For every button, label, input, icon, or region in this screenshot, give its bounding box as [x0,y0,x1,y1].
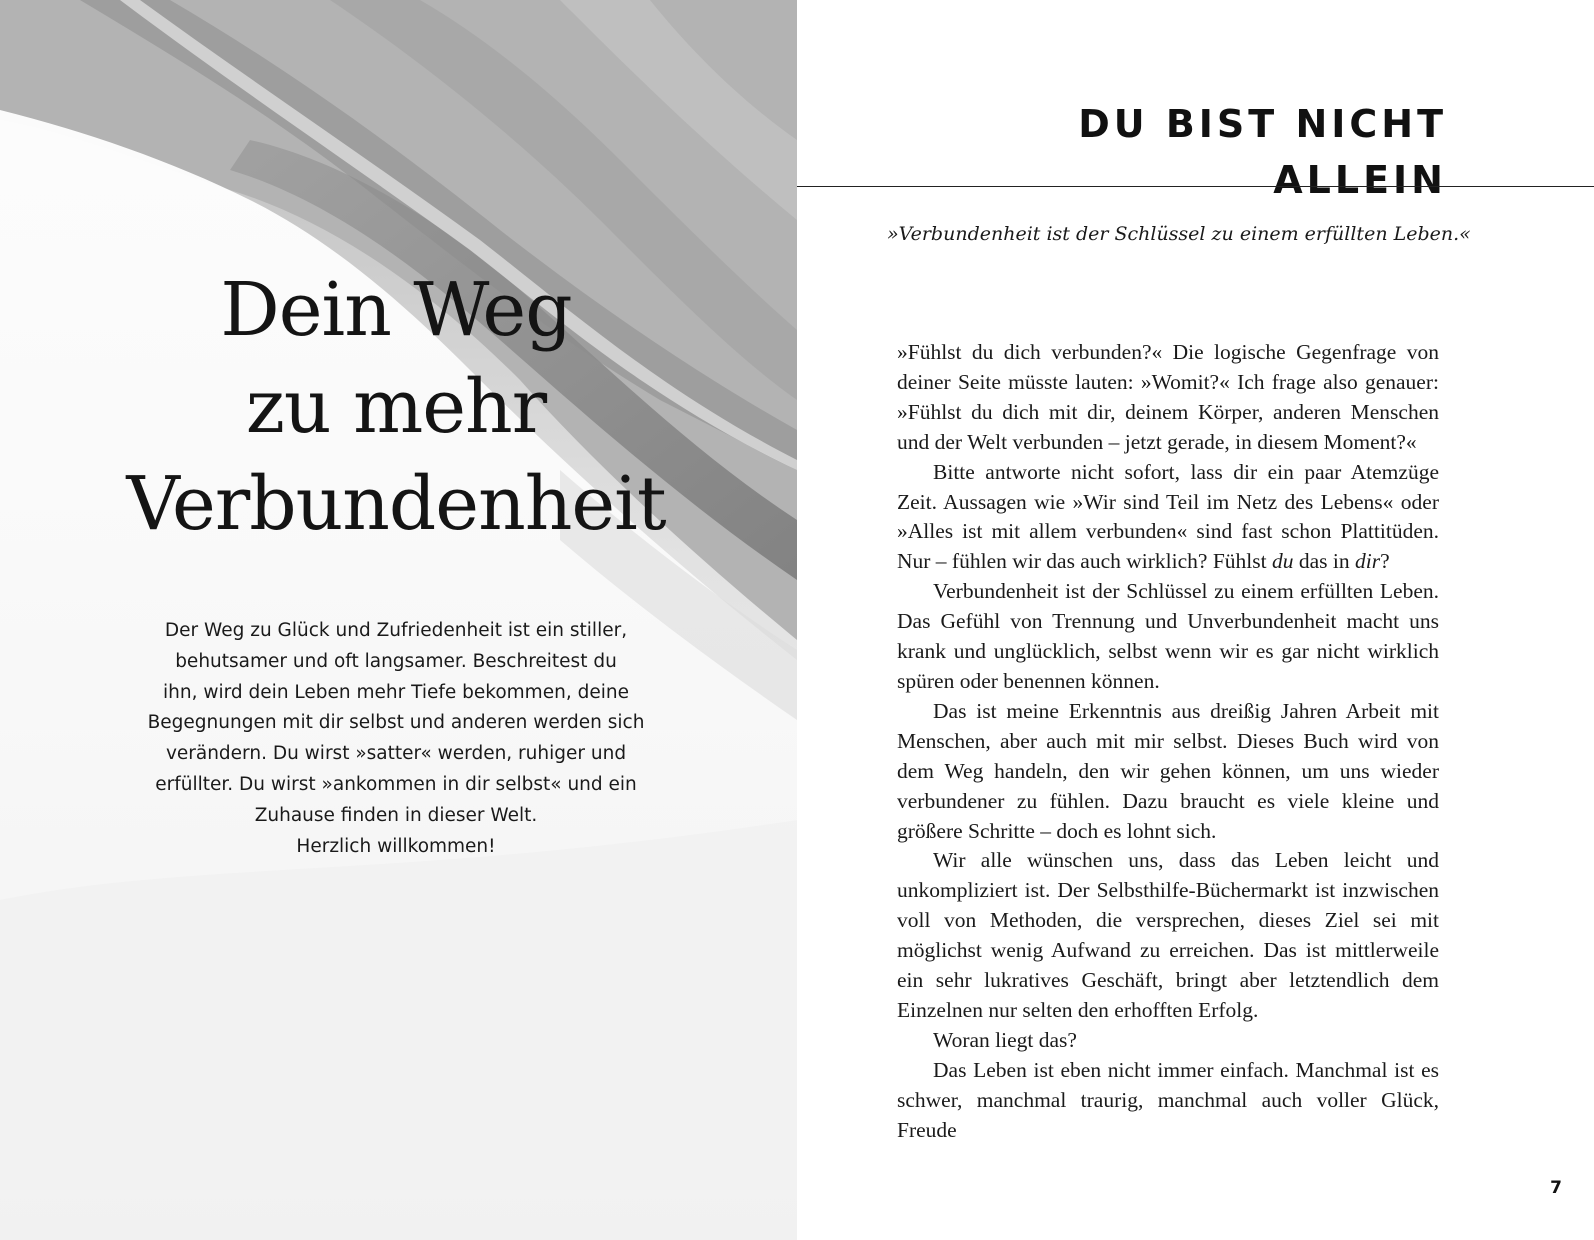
paragraph: Das Leben ist eben nicht immer einfach. Manchmal ist es schwer, manchmal traurig, manchmal auch voller Glück, Freude [897,1057,1439,1142]
intro-line: Begegnungen mit dir selbst und anderen werden sich [147,712,645,734]
intro-line: Zuhause finden in dieser Welt. [254,804,538,826]
right-page [797,0,1594,1240]
intro-line: Herzlich willkommen! [296,835,496,857]
chapter-title [40,262,752,553]
emphasis: du [1271,549,1294,574]
intro-line: ihn, wird dein Leben mehr Tiefe bekommen, deine [163,681,629,703]
chapter-title-line: Verbundenheit [126,461,666,547]
intro-line: behutsamer und oft langsamer. Beschreitest du [175,650,617,672]
body-text [897,338,1439,1145]
paragraph: Verbundenheit ist der Schlüssel zu einem erfüllten Leben. Das Gefühl von Trennung und Unverbundenheit macht uns krank und unglücklich, selbst wenn wir es gar nicht wirklich spüren oder benennen können. [897,579,1439,693]
paragraph: Woran liegt das? [933,1027,1077,1052]
paragraph-text: das in [1293,549,1355,574]
intro-line: erfüllter. Du wirst »ankommen in dir selbst« und ein [155,773,637,795]
chapter-title-line: Dein Weg [220,267,572,353]
paragraph [897,458,1439,578]
heading-divider [797,186,1594,187]
intro-line: verändern. Du wirst »satter« werden, ruhiger und [165,743,627,765]
paragraph-text: Bitte antworte nicht sofort, lass dir ein paar Atemzüge Zeit. Aussagen wie »Wir sind Teil im Netz des Lebens« oder »Alles ist mit allem verbunden« sind fast schon Plattitüden. Nur – fühlen wir das auch wirklich? Fühlst [897,459,1439,574]
emphasis: dir [1355,549,1381,574]
paragraph: »Fühlst du dich verbunden?« Die logische Gegenfrage von deiner Seite müsste lauten: »Womit?« Ich frage also genauer: »Fühlst du dich mit dir, deinem Körper, anderen Menschen und der Welt verbunden – jetzt gerade, in diesem Moment?« [897,340,1439,454]
paragraph: Wir alle wünschen uns, dass das Leben leicht und unkompliziert ist. Der Selbsthilfe-Büchermarkt ist inzwischen voll von Methoden, die versprechen, dieses Ziel sei mit möglichst wenig Aufwand zu erreichen. Das ist mittlerweile ein sehr lukratives Geschäft, bringt aber letztendlich dem Einzelnen nur selten den erhofften Erfolg. [897,848,1439,1022]
section-heading: DU BIST NICHT ALLEIN [1078,102,1447,202]
chapter-title-line: zu mehr [245,364,547,450]
page-number: 7 [1550,1178,1562,1198]
epigraph-quote: »Verbundenheit ist der Schlüssel zu einem erfüllten Leben.« [887,223,1471,245]
intro-line: Der Weg zu Glück und Zufriedenheit ist ein stiller, [164,620,628,641]
chapter-intro [132,616,660,862]
paragraph-text: ? [1380,549,1390,574]
paragraph: Das ist meine Erkenntnis aus dreißig Jahren Arbeit mit Menschen, aber auch mit mir selbst. Dieses Buch wird von dem Weg handeln, den wir gehen können, um uns wieder verbundener zu fühlen. Dazu braucht es viele kleine und größere Schritte – doch es lohnt sich. [897,698,1439,843]
